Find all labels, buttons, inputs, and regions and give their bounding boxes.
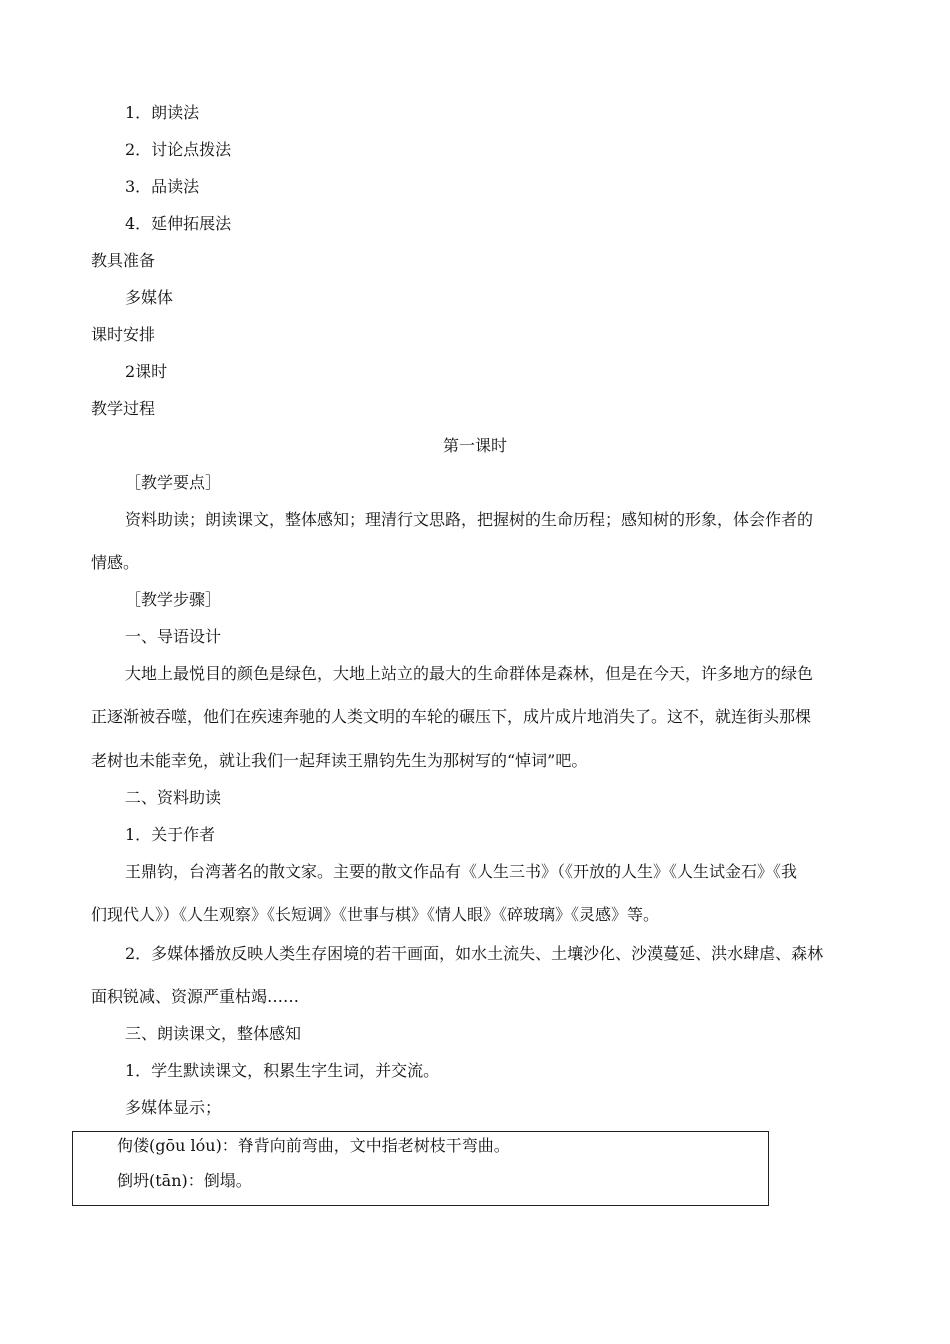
tools-content: 多媒体 <box>125 288 174 307</box>
method-1: 1．朗读法 <box>125 103 200 122</box>
method-3: 3．品读法 <box>125 177 200 196</box>
method-2: 2．讨论点拨法 <box>125 140 232 159</box>
section-2-item-1-line-2: 们现代人》）《人生观察》《长短调》《世事与棋》《情人眼》《碎玻璃》《灵感》等。 <box>91 905 660 924</box>
method-4: 4．延伸拓展法 <box>125 214 232 233</box>
section-2-item-1-line-1: 王鼎钧，台湾著名的散文家。主要的散文作品有《人生三书》（《开放的人生》《人生试金石》《我 <box>125 862 798 881</box>
vocab-line-1: 佝偻(gōu lóu)：脊背向前弯曲，文中指老树枝干弯曲。 <box>117 1136 510 1155</box>
key-points-line-2: 情感。 <box>91 553 140 572</box>
lesson-title: 第一课时 <box>442 436 507 455</box>
vocab-box <box>72 1131 769 1206</box>
section-2-item-2-line-1: 2．多媒体播放反映人类生存困境的若干画面，如水土流失、土壤沙化、沙漠蔓延、洪水肆虐、森林 <box>125 944 824 963</box>
process-heading: 教学过程 <box>91 399 156 418</box>
section-2-item-2-line-2: 面积锐减、资源严重枯竭…… <box>91 987 300 1006</box>
schedule-heading: 课时安排 <box>91 325 156 344</box>
display-label: 多媒体显示； <box>125 1098 222 1117</box>
vocab-line-2: 倒坍(tān)：倒塌。 <box>117 1171 252 1190</box>
section-2-title: 二、资料助读 <box>125 788 222 807</box>
section-1-line-2: 正逐渐被吞噬，他们在疾速奔驰的人类文明的车轮的碾压下，成片成片地消失了。这不，就连街头那棵 <box>91 707 812 726</box>
steps-label: ［教学步骤］ <box>125 590 222 609</box>
section-3-title: 三、朗读课文，整体感知 <box>125 1024 302 1043</box>
section-1-title: 一、导语设计 <box>125 627 222 646</box>
key-points-line-1: 资料助读；朗读课文，整体感知；理清行文思路，把握树的生命历程；感知树的形象，体会作者的 <box>125 510 814 529</box>
section-2-item-1-title: 1．关于作者 <box>125 825 216 844</box>
schedule-content: 2课时 <box>125 362 168 381</box>
section-3-item-1: 1．学生默读课文，积累生字生词，并交流。 <box>125 1061 440 1080</box>
key-points-label: ［教学要点］ <box>125 473 222 492</box>
tools-heading: 教具准备 <box>91 251 156 270</box>
section-1-line-1: 大地上最悦目的颜色是绿色，大地上站立的最大的生命群体是森林，但是在今天，许多地方的绿色 <box>125 664 814 683</box>
section-1-line-3: 老树也未能幸免，就让我们一起拜读王鼎钧先生为那树写的“悼词”吧。 <box>91 751 588 770</box>
